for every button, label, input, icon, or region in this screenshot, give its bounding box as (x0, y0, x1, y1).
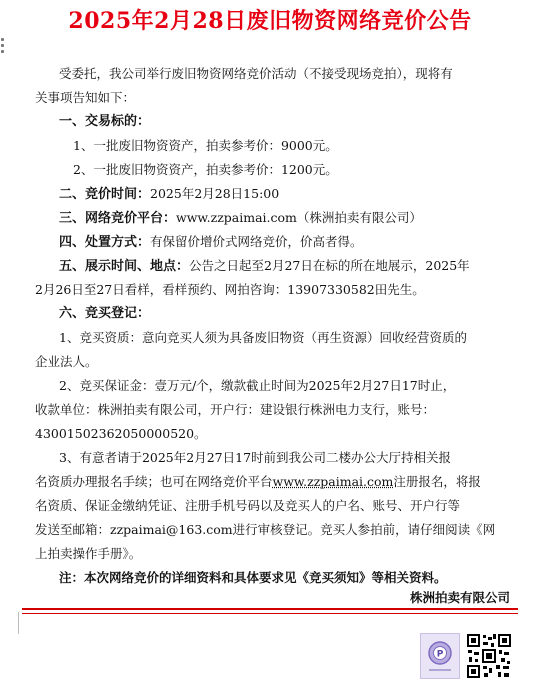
section-6-item-3-line-2a: 名资质办理报名手续；也可在网络竞价平台 (35, 474, 273, 489)
company-logo-icon (420, 633, 460, 679)
qr-code-icon (466, 633, 512, 679)
section-5-text-1: 公告之日起至2月27日在标的所在地展示，2025年 (189, 258, 470, 273)
section-6-item-2-line-2: 收款单位：株洲拍卖有限公司，开户行：建设银行株洲电力支行，账号： (35, 402, 436, 417)
margin-line (18, 612, 19, 634)
section-6-item-3-line-3: 名资质、保证金缴纳凭证、注册手机号码以及竞买人的户名、账号、开户行等 (35, 498, 461, 513)
section-6-item-1-line-2: 企业法人。 (35, 354, 98, 369)
page-title: 2025年2月28日废旧物资网络竞价公告 (68, 8, 472, 34)
section-6-item-3-line-2b: 注册报名，将报 (393, 474, 481, 489)
company-signature: 株洲拍卖有限公司 (409, 590, 510, 605)
divider-red-thin (22, 613, 518, 614)
svg-text:P: P (436, 649, 444, 660)
section-4-heading: 四、处置方式： (59, 235, 151, 250)
section-1-item-1: 1、一批废旧物资资产，拍卖参考价：9000元。 (73, 138, 338, 153)
section-2 (35, 184, 515, 205)
section-1-heading: 一、交易标的： (59, 114, 151, 129)
drag-handle[interactable] (0, 38, 6, 56)
platform-link[interactable]: www.zzpaimai.com (272, 474, 394, 489)
section-3-text: www.zzpaimai.com（株洲拍卖有限公司） (176, 210, 422, 225)
intro-line-1: 受委托，我公司举行废旧物资网络竞价活动（不接受现场竞拍），现将有 (59, 66, 453, 81)
section-3 (35, 208, 515, 229)
section-6-item-1-line-1: 1、竞买资质：意向竞买人须为具备废旧物资（再生资源）回收经营资质的 (59, 330, 467, 345)
section-2-text: 2025年2月28日15:00 (150, 186, 280, 201)
section-3-heading: 三、网络竞价平台： (59, 211, 177, 226)
section-6-item-2-line-3: 43001502362050000520。 (35, 426, 207, 441)
section-6-item-3-line-2 (35, 472, 515, 492)
section-6-item-2-line-1: 2、竞买保证金：壹万元/个，缴款截止时间为2025年2月27日17时止， (59, 378, 456, 393)
section-4-text: 有保留价增价式网络竞价，价高者得。 (150, 234, 363, 249)
section-5-text-2: 2月26日至27日看样，看样预约、网拍咨询：13907330582田先生。 (35, 282, 425, 297)
intro-line-2: 关事项告知如下： (35, 90, 136, 105)
divider-red-thick (22, 608, 518, 610)
section-6-item-3-line-1: 3、有意者请于2025年2月27日17时前到我公司二楼办公大厅持相关报 (59, 450, 452, 465)
section-2-heading: 二、竞价时间： (59, 187, 151, 202)
note: 注：本次网络竞价的详细资料和具体要求见《竞买须知》等相关资料。 (59, 570, 447, 585)
section-5 (35, 256, 515, 277)
section-5-heading: 五、展示时间、地点： (59, 259, 190, 274)
section-6-heading: 六、竞买登记： (59, 306, 151, 321)
section-4 (35, 232, 515, 253)
section-6-item-3-line-4: 发送至邮箱：zzpaimai@163.com进行审核登记。竞买人参拍前，请仔细阅读《网 (35, 522, 496, 537)
section-6-item-3-line-5: 上拍卖操作手册》。 (35, 546, 142, 561)
section-1-item-2: 2、一批废旧物资资产，拍卖参考价：1200元。 (73, 162, 338, 177)
